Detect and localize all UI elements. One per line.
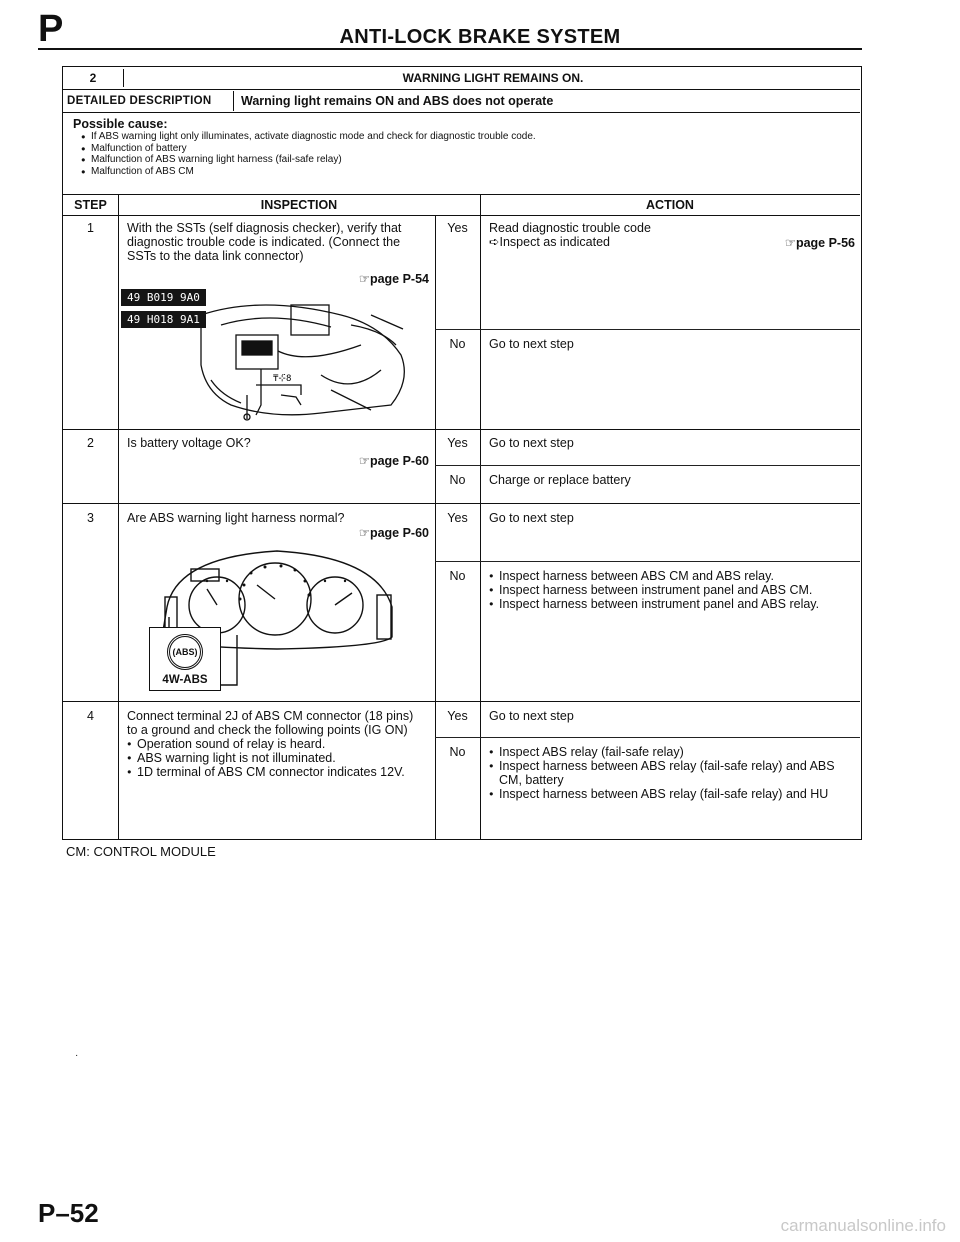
action-text: Go to next step — [489, 436, 574, 450]
action-item: ● Inspect ABS relay (fail-safe relay) — [489, 745, 839, 759]
no-label: No — [449, 473, 466, 487]
page-title: ANTI-LOCK BRAKE SYSTEM — [339, 26, 621, 48]
step-inspection-text: With the SSTs (self diagnosis checker), verify that diagnostic trouble code is indicated. (Connect the SSTs to the data link connector) — [127, 221, 402, 263]
cause-item: ● Malfunction of ABS CM — [81, 166, 853, 178]
possible-cause-list — [81, 131, 853, 177]
step-number: 2 — [87, 436, 94, 450]
step-column-header: STEP — [74, 198, 107, 212]
sst-tag-2: 49 H018 9A1 — [121, 311, 206, 328]
detailed-description-text: Warning light remains ON and ABS does not operate — [241, 94, 554, 108]
step-inspection-text: Are ABS warning light harness normal? — [127, 511, 345, 525]
page-reference: ☞page P-56 — [784, 236, 855, 250]
yes-action-line: Read diagnostic trouble code — [489, 221, 651, 235]
possible-cause-block — [73, 117, 853, 177]
step-number: 3 — [87, 511, 94, 525]
cause-item: ● If ABS warning light only illuminates, activate diagnostic mode and check for diagnostic trouble code. — [81, 131, 853, 143]
page-number: P–52 — [38, 1198, 99, 1228]
title-text: WARNING LIGHT REMAINS ON. — [402, 71, 584, 85]
cause-item: ● Malfunction of ABS warning light harness (fail-safe relay) — [81, 154, 853, 166]
step-inspection-text — [127, 709, 427, 779]
page-reference: ☞page P-54 — [358, 272, 429, 286]
header-rule — [38, 48, 862, 50]
action-item: ● Inspect harness between instrument panel and ABS CM. — [489, 583, 839, 597]
svg-text:₸⊹̈8: ₸⊹̈8 — [273, 374, 292, 384]
action-text: Go to next step — [489, 511, 574, 525]
action-text: Charge or replace battery — [489, 473, 631, 487]
check-item: ● ABS warning light is not illuminated. — [127, 751, 427, 765]
action-item: ● Inspect harness between instrument panel and ABS relay. — [489, 597, 839, 611]
yes-label: Yes — [447, 511, 468, 525]
step-inspection-text: Is battery voltage OK? — [127, 436, 251, 450]
action-item: ● Inspect harness between ABS relay (fail-safe relay) and HU — [489, 787, 839, 801]
stray-mark: · — [75, 1050, 79, 1061]
action-column-header: ACTION — [646, 198, 694, 212]
step-number: 1 — [87, 221, 94, 235]
inspection-column-header: INSPECTION — [260, 198, 338, 212]
no-label: No — [449, 569, 466, 583]
sst-tag-1: 49 B019 9A0 — [121, 289, 206, 306]
page-reference: ☞page P-60 — [358, 526, 429, 540]
abs-warning-light-icon: (ABS) — [167, 634, 203, 670]
troubleshooting-table — [62, 66, 862, 840]
title-number: 2 — [89, 71, 97, 85]
check-item: ● 1D terminal of ABS CM connector indicates 12V. — [127, 765, 427, 779]
cause-item: ● Malfunction of battery — [81, 143, 853, 155]
watermark: carmanualsonline.info — [780, 1216, 946, 1235]
action-item: ● Inspect harness between ABS CM and ABS relay. — [489, 569, 839, 583]
page-reference: ☞page P-60 — [358, 454, 429, 468]
no-action-list — [489, 569, 839, 611]
inspection-intro: Connect terminal 2J of ABS CM connector (18 pins) to a ground and check the following points (IG ON) — [127, 709, 414, 737]
action-text: Go to next step — [489, 709, 574, 723]
step-number: 4 — [87, 709, 94, 723]
action-item: ● Inspect harness between ABS relay (fail-safe relay) and ABS CM, battery — [489, 759, 839, 787]
no-label: No — [449, 745, 466, 759]
yes-label: Yes — [447, 221, 468, 235]
no-action-list — [489, 745, 839, 801]
possible-cause-heading: Possible cause: — [73, 117, 168, 131]
yes-label: Yes — [447, 709, 468, 723]
yes-action-line-2: ➪Inspect as indicated — [489, 235, 610, 249]
action-text: Go to next step — [489, 337, 574, 351]
yes-label: Yes — [447, 436, 468, 450]
detailed-description-label: DETAILED DESCRIPTION — [67, 95, 212, 107]
figure-label: 4W-ABS — [162, 674, 208, 686]
check-item: ● Operation sound of relay is heard. — [127, 737, 427, 751]
check-list — [127, 737, 427, 779]
footnote: CM: CONTROL MODULE — [66, 844, 216, 859]
section-letter: P — [38, 8, 64, 50]
abs-warning-icon-box — [149, 627, 221, 691]
no-label: No — [449, 337, 466, 351]
